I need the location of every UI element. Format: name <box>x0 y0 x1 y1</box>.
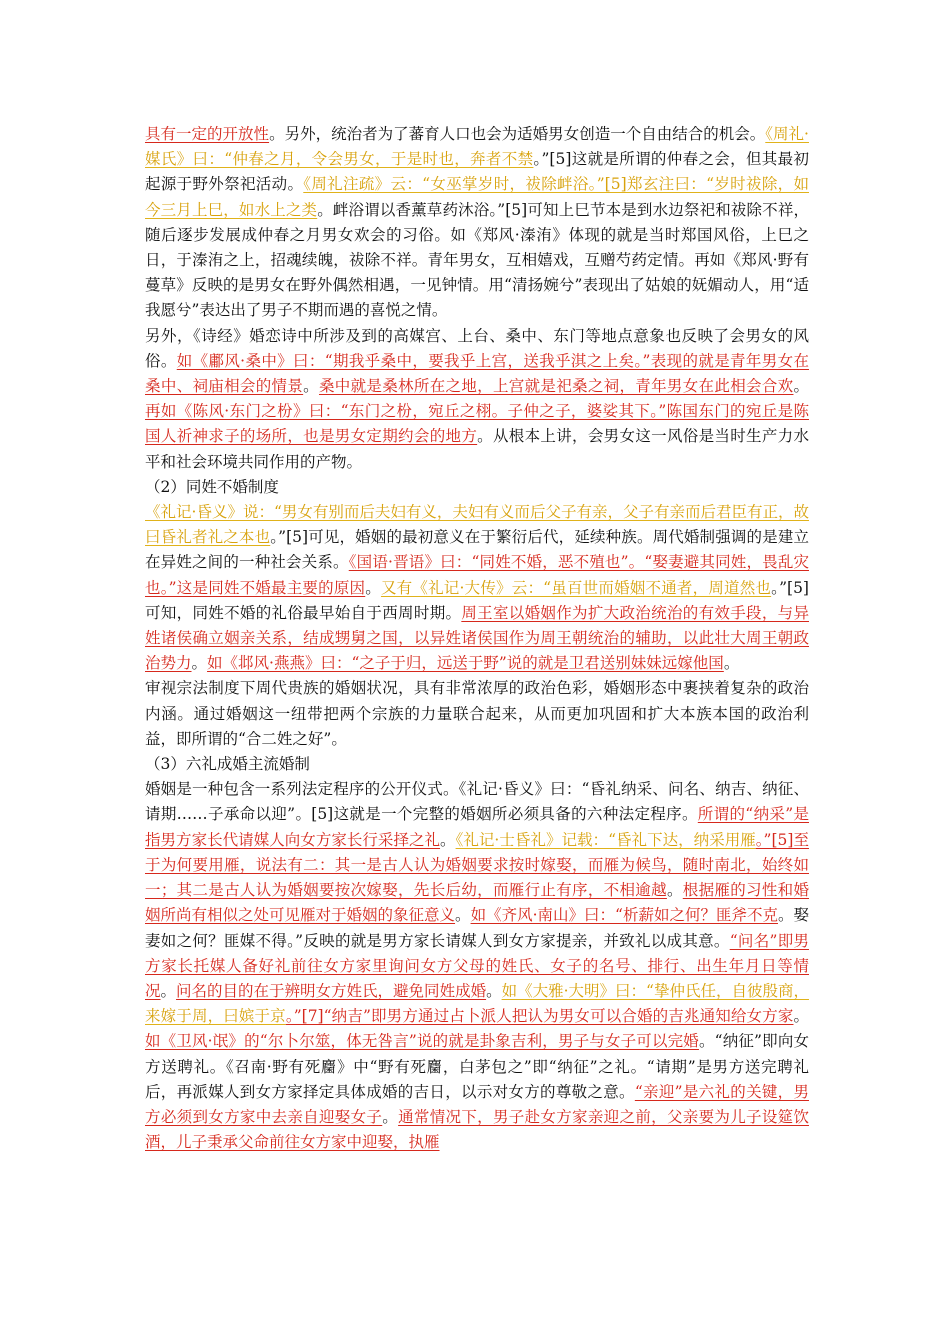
highlighted-text-run: 问名的目的在于辨明女方姓氏，避免同姓成婚 <box>176 981 487 1000</box>
text-run: 。”[5]可知，同姓不婚的礼俗最早始自于西周时期。 <box>145 578 809 622</box>
highlighted-text-run: 如《齐风·南山》曰：“析薪如之何？匪斧不克 <box>470 906 778 925</box>
section-heading-six-rites <box>145 752 809 777</box>
paragraph-5 <box>145 777 809 1155</box>
highlighted-text-run: 《国语·晋语》曰：“同姓不婚，恶不殖也”。“娶妻避其同姓，畏乱灾也。”这是同姓不婚最主要的原因 <box>145 553 809 597</box>
text-run: 。 <box>793 1007 809 1026</box>
highlighted-text-run: 周王室以婚姻作为扩大政治统治的有效手段，与异姓诸侯确立姻亲关系，结成甥舅之国，以异姓诸侯国作为周王朝统治的辅助，以此壮大周王朝政治势力 <box>145 603 809 673</box>
text-run: 。 <box>382 1107 399 1126</box>
highlighted-text-run: 通常情况下，男子赴女方家亲迎之前，父亲要为儿子设筵饮酒，儿子秉承父命前往女方家中迎娶，执雁 <box>145 1107 809 1152</box>
text-run: 。衅浴谓以香薰草药沐浴。”[5]可知上巳节本是到水边祭祀和祓除不祥，随后逐步发展成仲春之月男女欢会的习俗。如《郑风·溱洧》体现的就是当时郑国风俗，上巳之日，于溱洧之上，招魂续魄，祓除不祥。青年男女，互相嬉戏，互赠芍药定情。再如《郑风·野有蔓草》反映的是男女在野外偶然相遇，一见钟情。用“清扬婉兮”表现出了姑娘的妩媚动人，用“适我愿兮”表达出了男子不期而遇的喜悦之情。 <box>145 200 809 320</box>
highlighted-text-run: 又有《礼记·大传》云：“虽百世而婚姻不通者，周道然也 <box>380 578 772 597</box>
paragraph-2 <box>145 324 809 475</box>
highlighted-text-run: 。”[7]“纳吉”即男方通过占卜派人把认为男女可以合婚的吉兆通知给女方家 <box>285 1007 794 1026</box>
text-run: 。 <box>793 377 809 396</box>
text-run: 。从根本上讲，会男女这一风俗是当时生产力水平和社会环境共同作用的产物。 <box>145 427 809 471</box>
text-run: 。“纳征”即向女方送聘礼。《召南·野有死麕》中“野有死麕，白茅包之”即“纳征”之礼。“请期”是男方送完聘礼后，再派媒人到女方家择定具体成婚的吉日，以示对女方的尊敬之意。 <box>145 1032 809 1101</box>
text-run: 。 <box>191 654 208 673</box>
highlighted-text-run: 。”[5]至于为何要用雁，说法有二：其一是古人认为婚姻要求按时嫁娶，而雁为候鸟，随时南北，始终如一；其二是古人认为婚姻要按次嫁娶，先长后幼，而雁行止有序，不相逾越 <box>145 830 809 900</box>
text-run: 审视宗法制度下周代贵族的婚姻状况，具有非常浓厚的政治色彩，婚姻形态中裹挟着复杂的政治内涵。通过婚姻这一纽带把两个宗族的力量联合起来，从而更加巩固和扩大本族本国的政治利益，即所谓的“合二姓之好”。 <box>145 679 809 748</box>
text-run: 婚姻是一种包含一系列法定程序的公开仪式。《礼记·昏义》曰：“昏礼纳采、问名、纳吉、纳征、请期……子承命以迎”。[5]这就是一个完整的婚姻所必须具备的六种法定程序。 <box>145 780 809 824</box>
highlighted-text-run: 如《卫风·氓》的“尔卜尔筮，体无咎言”说的就是卦象吉利，男子与女子可以完婚 <box>145 1032 699 1051</box>
highlighted-text-run: 如《大雅·大明》曰：“挚仲氏任，自彼殷商，来嫁于周，曰嫔于京 <box>145 981 809 1026</box>
highlighted-text-run: 《周礼·媒氏》曰：“仲春之月，令会男女，于是时也，奔者不禁 <box>145 125 809 169</box>
text-run: 。 <box>160 981 177 1000</box>
paragraph-3 <box>145 500 809 676</box>
highlighted-text-run: 《礼记·昏义》说：“男女有别而后夫妇有义，夫妇有义而后父子有亲，父子有亲而后君臣有正，故曰昏礼者礼之本也 <box>145 503 809 547</box>
text-run: 。 <box>365 578 381 597</box>
section-heading-same-surname <box>145 475 809 500</box>
text-run: 。娶妻如之何？匪媒不得。”反映的就是男方家长请媒人到女方家提亲，并致礼以成其意。 <box>145 906 809 950</box>
text-run: （2）同姓不婚制度 <box>145 477 279 496</box>
highlighted-text-run: 如《鄘风·桑中》曰：“期我乎桑中，要我乎上宫，送我乎淇之上矣。”表现的就是青年男女在桑中、祠庙相会的情景 <box>145 351 809 396</box>
text-run: 。”[5]可见，婚姻的最初意义在于繁衍后代，延续种族。周代婚制强调的是建立在异姓之间的一种社会关系。 <box>145 528 809 572</box>
text-run: 。 <box>723 654 740 673</box>
highlighted-text-run: 桑中就是桑林所在之地，上宫就是祀桑之祠，青年男女在此相会合欢 <box>318 377 794 396</box>
highlighted-text-run: 再如《陈风·东门之枌》曰：“东门之枌，宛丘之栩。子仲之子，婆娑其下。”陈国东门的宛丘是陈国人祈神求子的场所，也是男女定期约会的地方 <box>145 402 809 446</box>
text-run: 。 <box>303 377 319 396</box>
highlighted-text-run: 具有一定的开放性 <box>145 125 270 143</box>
text-run: 。另外，统治者为了蕃育人口也会为适婚男女创造一个自由结合的机会。 <box>269 125 766 143</box>
text-run: 。 <box>666 881 683 900</box>
document-page <box>145 122 809 1155</box>
text-run: 。 <box>486 981 502 1000</box>
text-run: 。 <box>455 906 471 925</box>
paragraph-1 <box>145 122 809 324</box>
highlighted-text-run: 《周礼注疏》云：“女巫掌岁时，祓除衅浴。”[5]郑玄注曰：“岁时祓除，如今三月上巳，如水上之类 <box>145 175 809 219</box>
paragraph-4 <box>145 676 809 752</box>
text-run: 另外，《诗经》婚恋诗中所涉及到的高媒宫、上台、桑中、东门等地点意象也反映了会男女的风俗。 <box>145 326 809 370</box>
highlighted-text-run: 《礼记·士昏礼》记载：“昏礼下达，纳采用雁 <box>455 830 756 849</box>
highlighted-text-run: 所谓的“纳采”是指男方家长代请媒人向女方家长行采择之礼 <box>145 805 809 849</box>
highlighted-text-run: 根据雁的习性和婚姻所尚有相似之处可见雁对于婚姻的象征意义 <box>145 881 809 925</box>
highlighted-text-run: “问名”即男方家长托媒人备好礼前往女方家里询问女方父母的姓氏、女子的名号、排行、出生年月日等情况 <box>145 931 809 1000</box>
highlighted-text-run: “亲迎”是六礼的关键，男方必须到女方家中去亲自迎娶女子 <box>145 1082 809 1126</box>
text-run: 。”[5]这就是所谓的仲春之会，但其最初起源于野外祭祀活动。 <box>145 150 809 194</box>
text-run: 。 <box>440 830 456 849</box>
text-run: （3）六礼成婚主流婚制 <box>145 755 310 774</box>
highlighted-text-run: 如《邶风·燕燕》曰：“之子于归，远送于野”说的就是卫君送别妹妹远嫁他国 <box>207 654 724 673</box>
